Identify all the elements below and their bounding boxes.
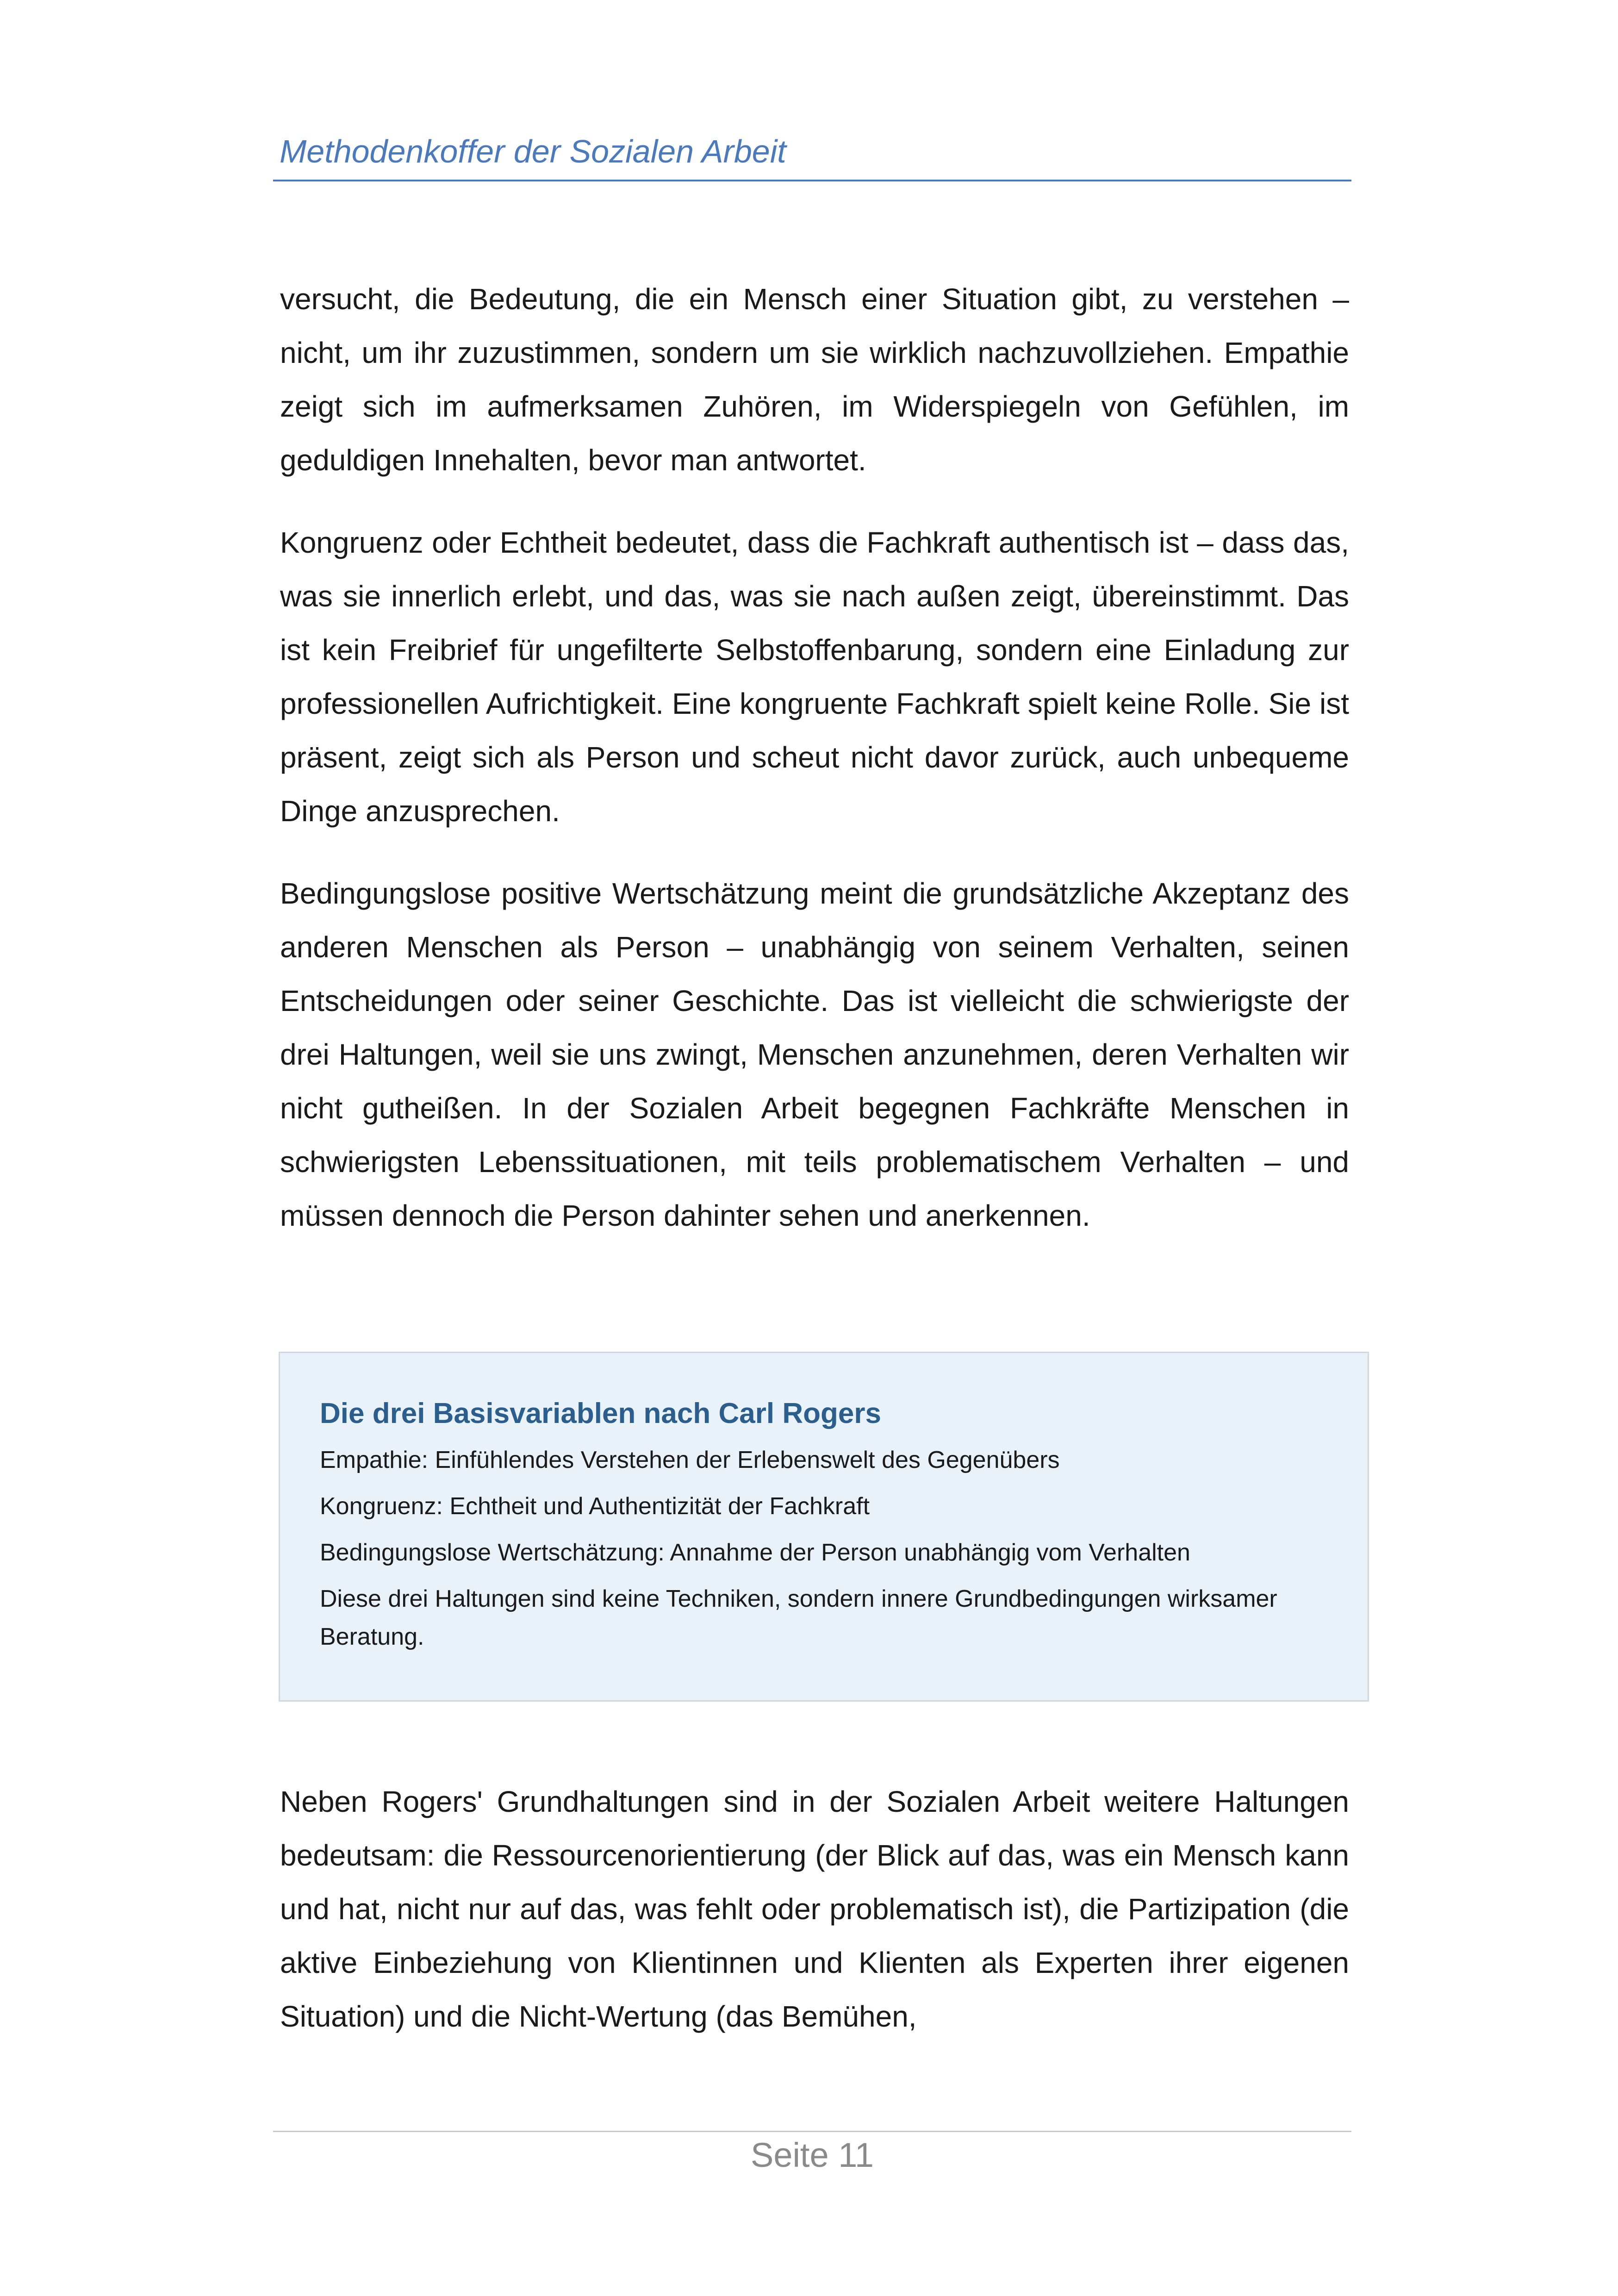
footer-divider (273, 2131, 1351, 2132)
info-box-line: Kongruenz: Echtheit und Authentizität der Fachkraft (320, 1493, 870, 1520)
info-box-line: Bedingungslose Wertschätzung: Annahme der Person unabhängig vom Verhalten (320, 1539, 1190, 1566)
body-paragraph: Kongruenz oder Echtheit bedeutet, dass die Fachkraft authentisch ist – dass das, was sie innerlich erlebt, und das, was sie nach außen zeigt, übereinstimmt. Das ist kein Freibrief für ungefilterte Selbstoffenbarung, sondern eine Einladung zur professionellen Aufrichtigkeit. Eine kongruente Fachkraft spielt keine Rolle. Sie ist präsent, zeigt sich als Person und scheut nicht davor zurück, auch unbequeme Dinge anzusprechen. (280, 526, 1349, 828)
header-title: Methodenkoffer der Sozialen Arbeit (280, 133, 786, 169)
info-box-line: Empathie: Einfühlendes Verstehen der Erlebenswelt des Gegenübers (320, 1447, 1060, 1473)
page-header (273, 133, 1351, 181)
info-box (279, 1352, 1369, 1702)
body-paragraph-container (280, 516, 1349, 838)
info-box-line: Diese drei Haltungen sind keine Techniken, sondern innere Grundbedingungen wirksamer Beratung. (320, 1585, 1277, 1650)
body-paragraph: versucht, die Bedeutung, die ein Mensch einer Situation gibt, zu verstehen – nicht, um ihr zuzustimmen, sondern um sie wirklich nachzuvollziehen. Empathie zeigt sich im aufmerksamen Zuhören, im Widerspiegeln von Gefühlen, im geduldigen Innehalten, bevor man antwortet. (280, 282, 1349, 477)
body-paragraph-container (280, 1775, 1349, 2033)
body-paragraph: Neben Rogers' Grundhaltungen sind in der Sozialen Arbeit weitere Haltungen bedeutsam: die Ressourcenorientierung (der Blick auf das, was ein Mensch kann und hat, nicht nur auf das, was fehlt oder problematisch ist), die Partizipation (die aktive Einbeziehung von Klientinnen und Klienten als Experten ihrer eigenen Situation) und die Nicht-Wertung (das Bemühen, (280, 1785, 1349, 2033)
info-box-title: Die drei Basisvariablen nach Carl Rogers (320, 1398, 881, 1429)
body-paragraph-container (280, 272, 1349, 487)
body-paragraph: Bedingungslose positive Wertschätzung meint die grundsätzliche Akzeptanz des anderen Menschen als Person – unabhängig von seinem Verhalten, seinen Entscheidungen oder seiner Geschichte. Das ist vielleicht die schwierigste der drei Haltungen, weil sie uns zwingt, Menschen anzunehmen, deren Verhalten wir nicht gutheißen. In der Sozialen Arbeit begegnen Fachkräfte Menschen in schwierigsten Lebenssituationen, mit teils problematischem Verhalten – und müssen dennoch die Person dahinter sehen und anerkennen. (280, 877, 1349, 1232)
page-number: Seite 11 (750, 2136, 874, 2174)
body-paragraph-container (280, 867, 1349, 1242)
